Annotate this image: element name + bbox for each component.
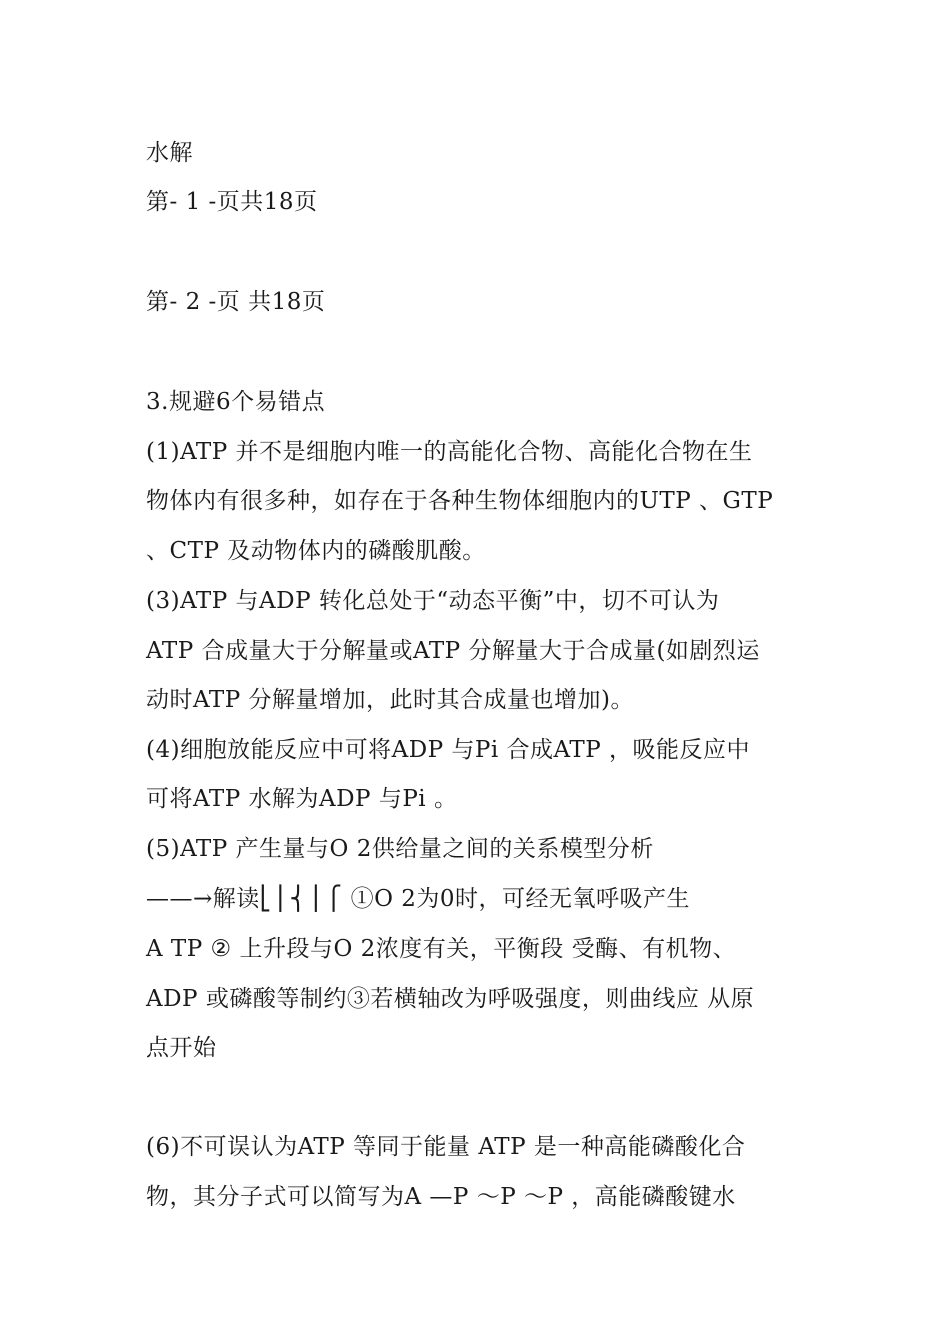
page-footer-1: 第- 1 -页共18页 — [146, 189, 318, 215]
paragraph-5-line-2: ——→解读⎣⎪⎨⎪⎧ ①O 2为0时，可经无氧呼吸产生 — [146, 886, 691, 912]
text-line-shuijie: 水解 — [146, 140, 193, 166]
paragraph-5-line-4: ADP 或磷酸等制约③若横轴改为呼吸强度，则曲线应 从原 — [146, 986, 755, 1012]
paragraph-3-line-1: (3)ATP 与ADP 转化总处于“动态平衡”中，切不可认为 — [146, 588, 720, 614]
paragraph-4-line-1: (4)细胞放能反应中可将ADP 与Pi 合成ATP ，吸能反应中 — [146, 737, 751, 763]
paragraph-1-line-1: (1)ATP 并不是细胞内唯一的高能化合物、高能化合物在生 — [146, 439, 753, 465]
paragraph-1-line-3: 、CTP 及动物体内的磷酸肌酸。 — [146, 538, 486, 564]
paragraph-5-line-3: A TP ② 上升段与O 2浓度有关，平衡段 受酶、有机物、 — [146, 936, 737, 962]
section-heading: 3.规避6个易错点 — [146, 389, 326, 415]
paragraph-1-line-2: 物体内有很多种，如存在于各种生物体细胞内的UTP 、GTP — [146, 488, 774, 514]
paragraph-4-line-2: 可将ATP 水解为ADP 与Pi 。 — [146, 786, 458, 812]
page-footer-2: 第- 2 -页 共18页 — [146, 289, 326, 315]
paragraph-5-line-1: (5)ATP 产生量与O 2供给量之间的关系模型分析 — [146, 836, 654, 862]
paragraph-6-line-1: (6)不可误认为ATP 等同于能量 ATP 是一种高能磷酸化合 — [146, 1134, 746, 1160]
paragraph-3-line-2: ATP 合成量大于分解量或ATP 分解量大于合成量(如剧烈运 — [146, 638, 760, 664]
paragraph-5-line-5: 点开始 — [146, 1035, 217, 1061]
paragraph-3-line-3: 动时ATP 分解量增加，此时其合成量也增加)。 — [146, 687, 634, 713]
paragraph-6-line-2: 物，其分子式可以简写为A —P ～P ～P ，高能磷酸键水 — [146, 1184, 736, 1210]
